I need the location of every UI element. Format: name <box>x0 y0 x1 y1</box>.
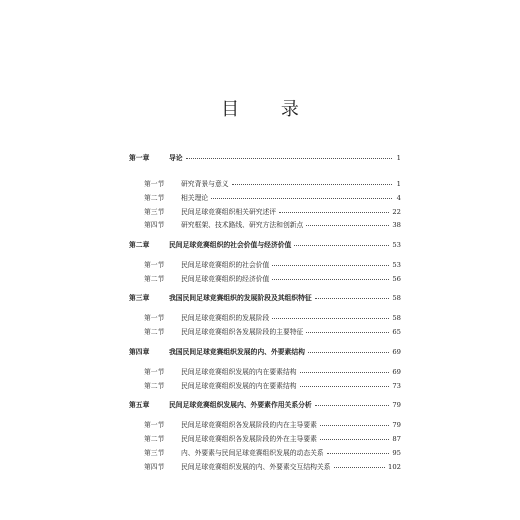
dot-leader <box>279 212 389 213</box>
toc-page-number: 4 <box>396 194 401 202</box>
toc-title: 我国民间足球竞赛组织的发展阶段及其组织特征 <box>169 294 312 302</box>
toc-number: 第二节 <box>144 435 165 443</box>
toc-section-1-2[interactable] <box>129 192 401 204</box>
toc-title: 研究框架、技术路线、研究方法和创新点 <box>181 221 304 229</box>
toc-page-number: 65 <box>392 328 401 336</box>
toc-section-3-1[interactable] <box>129 312 401 324</box>
dot-leader <box>315 405 390 406</box>
dot-leader <box>315 298 390 299</box>
toc-number: 第三节 <box>144 208 165 216</box>
toc-number: 第一节 <box>144 180 165 188</box>
dot-leader <box>272 318 389 319</box>
toc-title: 民间足球竞赛组织发展的内在要素结构 <box>181 382 297 390</box>
toc-number: 第一章 <box>129 154 150 162</box>
toc-number: 第四章 <box>129 348 150 356</box>
toc-title: 内、外要素与民间足球竞赛组织发展的动态关系 <box>181 449 324 457</box>
toc-page-number: 73 <box>392 382 401 390</box>
toc-page-number: 69 <box>392 368 401 376</box>
toc-title: 我国民间足球竞赛组织发展的内、外要素结构 <box>169 348 305 356</box>
toc-section-5-2[interactable] <box>129 433 401 445</box>
toc-number: 第二章 <box>129 241 150 249</box>
toc-title: 民间足球竞赛组织的发展阶段 <box>181 314 270 322</box>
toc-title: 民间足球竞赛组织相关研究述评 <box>181 208 277 216</box>
dot-leader <box>232 184 392 185</box>
toc-number: 第二节 <box>144 194 165 202</box>
toc-chapter-4[interactable] <box>129 346 401 358</box>
dot-leader <box>300 372 390 373</box>
toc-number: 第一节 <box>144 368 165 376</box>
toc-number: 第二节 <box>144 275 165 283</box>
dot-leader <box>327 453 390 454</box>
toc-section-4-2[interactable] <box>129 380 401 392</box>
toc-page-number: 53 <box>392 261 401 269</box>
toc-title: 民间足球竞赛组织发展的内、外要素交互结构关系 <box>181 463 331 471</box>
toc-number: 第三章 <box>129 294 150 302</box>
page-title: 目 录 <box>221 99 317 120</box>
toc-page-number: 87 <box>392 435 401 443</box>
toc-page-number: 79 <box>392 421 401 429</box>
dot-leader <box>300 386 390 387</box>
dot-leader <box>308 352 389 353</box>
toc-title: 相关理论 <box>181 194 209 202</box>
dot-leader <box>211 198 392 199</box>
toc-title: 民间足球竞赛组织的社会价值 <box>181 261 270 269</box>
toc-title: 民间足球竞赛组织各发展阶段的内在主导要素 <box>181 421 317 429</box>
dot-leader <box>306 332 389 333</box>
toc-page-number: 22 <box>392 208 401 216</box>
toc-number: 第一节 <box>144 421 165 429</box>
toc-chapter-5[interactable] <box>129 399 401 411</box>
toc-page-number: 95 <box>392 449 401 457</box>
toc-section-1-4[interactable] <box>129 219 401 231</box>
toc-title: 导论 <box>169 154 183 162</box>
toc-section-4-1[interactable] <box>129 366 401 378</box>
toc-section-3-2[interactable] <box>129 326 401 338</box>
toc-page-number: 38 <box>392 221 401 229</box>
toc-chapter-2[interactable] <box>129 239 401 251</box>
toc-page-number: 79 <box>392 401 401 409</box>
toc-title: 民间足球竞赛组织各发展阶段的外在主导要素 <box>181 435 317 443</box>
toc-chapter-1[interactable] <box>129 152 401 164</box>
dot-leader <box>334 467 385 468</box>
toc-title: 民间足球竞赛组织发展的内在要素结构 <box>181 368 297 376</box>
dot-leader <box>272 265 389 266</box>
toc-section-2-1[interactable] <box>129 259 401 271</box>
dot-leader <box>320 439 389 440</box>
dot-leader <box>294 245 389 246</box>
toc-number: 第一节 <box>144 261 165 269</box>
toc-page-number: 69 <box>392 348 401 356</box>
toc-section-5-4[interactable] <box>129 461 401 473</box>
toc-page-number: 1 <box>396 154 401 162</box>
toc-section-2-2[interactable] <box>129 273 401 285</box>
toc-number: 第一节 <box>144 314 165 322</box>
toc-section-5-1[interactable] <box>129 419 401 431</box>
toc-page-number: 58 <box>392 314 401 322</box>
toc-section-1-3[interactable] <box>129 206 401 218</box>
toc-title: 民间足球竞赛组织各发展阶段的主要特征 <box>181 328 304 336</box>
toc-title: 研究背景与意义 <box>181 180 229 188</box>
toc-page-number: 53 <box>392 241 401 249</box>
toc-number: 第三节 <box>144 449 165 457</box>
toc-title: 民间足球竞赛组织发展内、外要素作用关系分析 <box>169 401 312 409</box>
dot-leader <box>306 225 389 226</box>
dot-leader <box>186 158 392 159</box>
toc-page-number: 102 <box>388 463 401 471</box>
toc-number: 第二节 <box>144 328 165 336</box>
toc-chapter-3[interactable] <box>129 292 401 304</box>
toc-page-number: 1 <box>396 180 401 188</box>
toc-page-number: 56 <box>392 275 401 283</box>
toc-number: 第四节 <box>144 463 165 471</box>
toc-page-number: 58 <box>392 294 401 302</box>
toc-number: 第五章 <box>129 401 150 409</box>
toc-number: 第二节 <box>144 382 165 390</box>
toc-section-5-3[interactable] <box>129 447 401 459</box>
dot-leader <box>320 425 389 426</box>
toc-number: 第四节 <box>144 221 165 229</box>
toc-title: 民间足球竞赛组织的社会价值与经济价值 <box>169 241 292 249</box>
toc-title: 民间足球竞赛组织的经济价值 <box>181 275 270 283</box>
toc-section-1-1[interactable] <box>129 178 401 190</box>
dot-leader <box>272 279 389 280</box>
